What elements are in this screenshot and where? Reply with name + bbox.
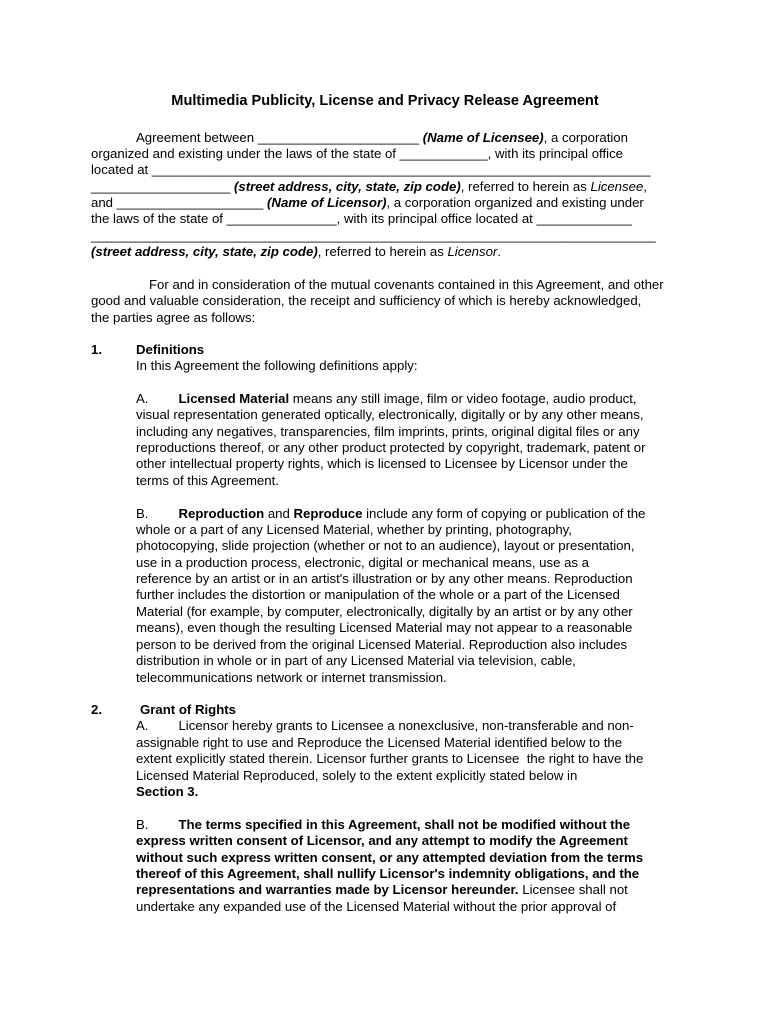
definition-b-line: distribution in whole or in part of any Licensed Material via television, cable, bbox=[136, 653, 576, 668]
licensor-term: Licensor bbox=[447, 244, 498, 259]
grant-a-line: extent explicitly stated therein. Licensor further grants to Licensee the right to have the bbox=[136, 751, 644, 766]
intro-text: . bbox=[497, 244, 501, 259]
section-1-heading: Definitions bbox=[136, 342, 205, 357]
section-2-number: 2. bbox=[91, 702, 102, 717]
definition-b-line: means), even though the resulting Licensed Material may not appear to a reasonable bbox=[136, 620, 633, 635]
grant-b-mixed-line bbox=[136, 882, 628, 898]
definition-b-line: whole or a part of any Licensed Material, whether by printing, photography, bbox=[136, 522, 572, 537]
intro-line-8 bbox=[91, 244, 501, 260]
intro-text: ___________________ bbox=[91, 179, 235, 194]
grant-b-bold-text: representations and warranties made by Licensor hereunder. bbox=[136, 882, 519, 897]
intro-line-5 bbox=[91, 195, 644, 211]
grant-b-line: thereof of this Agreement, shall nullify Licensor's indemnity obligations, and the bbox=[136, 866, 640, 881]
definition-a-line: terms of this Agreement. bbox=[136, 473, 279, 488]
definition-a-line: including any negatives, transparencies, film imprints, prints, original digital files or any bbox=[136, 424, 640, 439]
grant-b-line: without such express written consent, or any attempted deviation from the terms bbox=[136, 850, 644, 865]
definition-text: include any form of copying or publication of the bbox=[362, 506, 646, 521]
grant-a-first-line bbox=[136, 718, 634, 734]
definition-a-first-line bbox=[136, 391, 637, 407]
grant-b-line: undertake any expanded use of the Licensed Material without the prior approval of bbox=[136, 899, 617, 914]
intro-text: , a corporation organized and existing under bbox=[386, 195, 644, 210]
grant-b-bold-text: The terms specified in this Agreement, shall not be modified without the bbox=[178, 817, 631, 832]
definition-b-line: person to be derived from the original Licensed Material. Reproduction also includes bbox=[136, 637, 628, 652]
licensed-material-term: Licensed Material bbox=[178, 391, 290, 406]
consideration-line-1: For and in consideration of the mutual covenants contained in this Agreement, and other bbox=[149, 277, 664, 292]
definition-b-label: B. bbox=[136, 506, 149, 521]
definition-a-line: reproductions thereof, or any other product protected by copyright, trademark, patent or bbox=[136, 440, 646, 455]
address-placeholder: (street address, city, state, zip code) bbox=[91, 244, 318, 259]
definition-b-line: use in a production process, electronic, digital or mechanical means, use as a bbox=[136, 555, 590, 570]
definition-b-line: further includes the distortion or manipulation of the whole or a part of the Licensed bbox=[136, 587, 620, 602]
intro-line-7: _____________________________________________________________________________ bbox=[91, 228, 656, 243]
grant-text: Licensee shall not bbox=[518, 882, 628, 897]
definition-text: and bbox=[264, 506, 294, 521]
definition-b-line: reference by an artist or in an artist's illustration or by any other means. Reproduction bbox=[136, 571, 633, 586]
intro-text: Agreement between ______________________ bbox=[136, 130, 423, 145]
reproduction-term: Reproduction bbox=[178, 506, 265, 521]
grant-text: Licensor hereby grants to Licensee a nonexclusive, non-transferable and non- bbox=[178, 718, 634, 733]
intro-line-6: the laws of the state of _______________, with its principal office located at _____________ bbox=[91, 211, 632, 226]
grant-a-line: assignable right to use and Reproduce the Licensed Material identified below to the bbox=[136, 735, 623, 750]
intro-line-4 bbox=[91, 179, 647, 195]
grant-b-first-line bbox=[136, 817, 630, 833]
definition-text: means any still image, film or video footage, audio product, bbox=[289, 391, 637, 406]
definition-b-line: Material (for example, by computer, electronically, digitally by an artist or by any other bbox=[136, 604, 633, 619]
definition-b-first-line bbox=[136, 506, 645, 522]
intro-line-2: organized and existing under the laws of the state of ____________, with its principal office bbox=[91, 146, 624, 161]
consideration-line-3: the parties agree as follows: bbox=[91, 310, 256, 325]
definition-b-line: photocopying, slide projection (whether or not to an audience), layout or presentation, bbox=[136, 538, 635, 553]
intro-text: , referred to herein as bbox=[460, 179, 591, 194]
section-1-number: 1. bbox=[91, 342, 102, 357]
licensor-name-placeholder: (Name of Licensor) bbox=[267, 195, 387, 210]
address-placeholder: (street address, city, state, zip code) bbox=[234, 179, 461, 194]
intro-text: , bbox=[643, 179, 647, 194]
intro-text: , a corporation bbox=[543, 130, 628, 145]
consideration-line-2: good and valuable consideration, the receipt and sufficiency of which is hereby acknowledged, bbox=[91, 293, 642, 308]
document-title: Multimedia Publicity, License and Privacy Release Agreement bbox=[171, 93, 599, 109]
definition-a-label: A. bbox=[136, 391, 149, 406]
section-3-reference: Section 3. bbox=[136, 784, 199, 799]
section-1-intro: In this Agreement the following definitions apply: bbox=[136, 358, 418, 373]
grant-a-label: A. bbox=[136, 718, 149, 733]
definition-a-line: visual representation generated optically, electronically, digitally or by any other means, bbox=[136, 407, 644, 422]
definition-a-line: other intellectual property rights, which is licensed to Licensee by Licensor under the bbox=[136, 456, 628, 471]
grant-b-line: express written consent of Licensor, and any attempt to modify the Agreement bbox=[136, 833, 628, 848]
licensee-term: Licensee bbox=[590, 179, 644, 194]
grant-b-label: B. bbox=[136, 817, 149, 832]
intro-line-3: located at ____________________________________________________________________ bbox=[91, 162, 651, 177]
reproduce-term: Reproduce bbox=[293, 506, 363, 521]
licensee-name-placeholder: (Name of Licensee) bbox=[422, 130, 544, 145]
intro-line-1 bbox=[136, 130, 628, 146]
section-2-heading: Grant of Rights bbox=[140, 702, 236, 717]
intro-text: and ____________________ bbox=[91, 195, 268, 210]
grant-a-line: Licensed Material Reproduced, solely to the extent explicitly stated below in bbox=[136, 768, 578, 783]
definition-b-line: telecommunications network or internet transmission. bbox=[136, 670, 447, 685]
intro-text: , referred to herein as bbox=[317, 244, 448, 259]
